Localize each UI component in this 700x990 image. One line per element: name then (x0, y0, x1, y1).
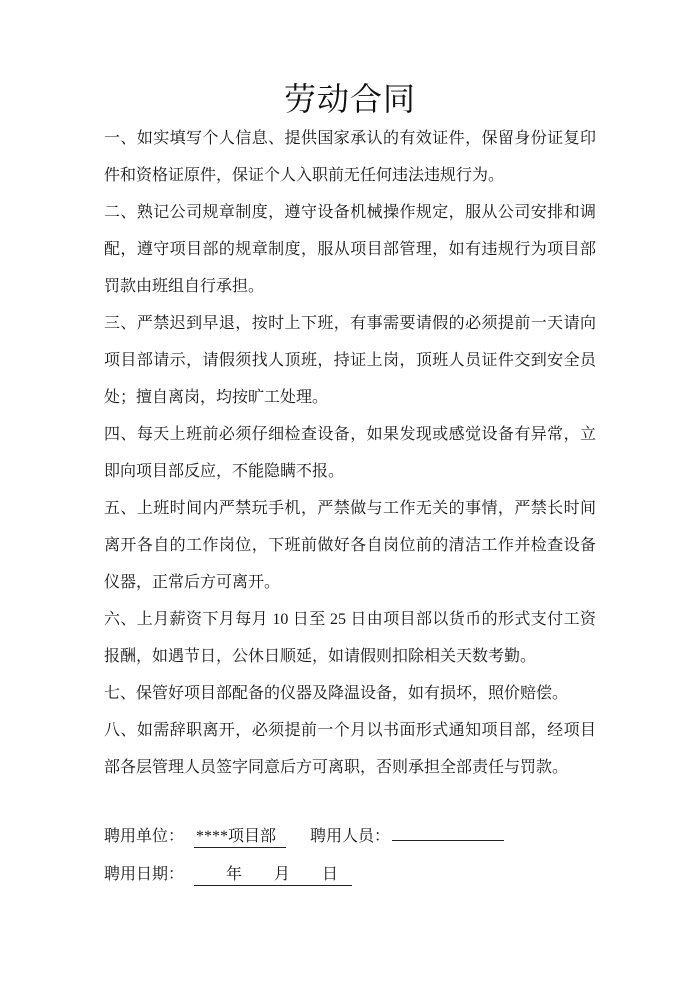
signature-section (104, 818, 596, 894)
signature-row-parties (104, 818, 596, 856)
contract-clause: 七、保管好项目部配备的仪器及降温设备，如有损坏，照价赔偿。 (104, 685, 569, 702)
contract-clause: 二、熟记公司规章制度，遵守设备机械操作规定，服从公司安排和调配，遵守项目部的规章制度，服从项目部管理，如有违规行为项目部罚款由班组自行承担。 (104, 204, 596, 295)
document-title: 劳动合同 (283, 81, 416, 117)
employee-label: 聘用人员： (310, 828, 391, 845)
hire-date-blank-line: 年 月 日 (194, 864, 352, 886)
hire-date-label: 聘用日期： (104, 866, 185, 883)
contract-clause: 四、每天上班前必须仔细检查设备，如果发现或感觉设备有异常，立即向项目部反应，不能隐瞒不报。 (104, 426, 596, 480)
employer-label: 聘用单位： (104, 828, 185, 845)
contract-clause: 六、上月薪资下月每月 10 日至 25 日由项目部以货币的形式支付工资报酬，如遇节日，公休日顺延，如请假则扣除相关天数考勤。 (104, 611, 596, 665)
clause-list (104, 120, 596, 786)
contract-clause: 一、如实填写个人信息、提供国家承认的有效证件，保留身份证复印件和资格证原件，保证个人入职前无任何违法违规行为。 (104, 130, 596, 184)
contract-clause: 八、如需辞职离开，必须提前一个月以书面形式通知项目部，经项目部各层管理人员签字同意后方可离职，否则承担全部责任与罚款。 (104, 722, 596, 776)
employee-value-blank-line (392, 819, 504, 841)
employer-value: ****项目部 (194, 826, 286, 848)
signature-row-date (104, 856, 596, 894)
contract-clause: 三、严禁迟到早退，按时上下班，有事需要请假的必须提前一天请向项目部请示，请假须找人顶班，持证上岗，顶班人员证件交到安全员处；擅自离岗，均按旷工处理。 (104, 315, 596, 406)
contract-clause: 五、上班时间内严禁玩手机，严禁做与工作无关的事情，严禁长时间离开各自的工作岗位，下班前做好各自岗位前的清洁工作并检查设备仪器，正常后方可离开。 (104, 500, 596, 591)
